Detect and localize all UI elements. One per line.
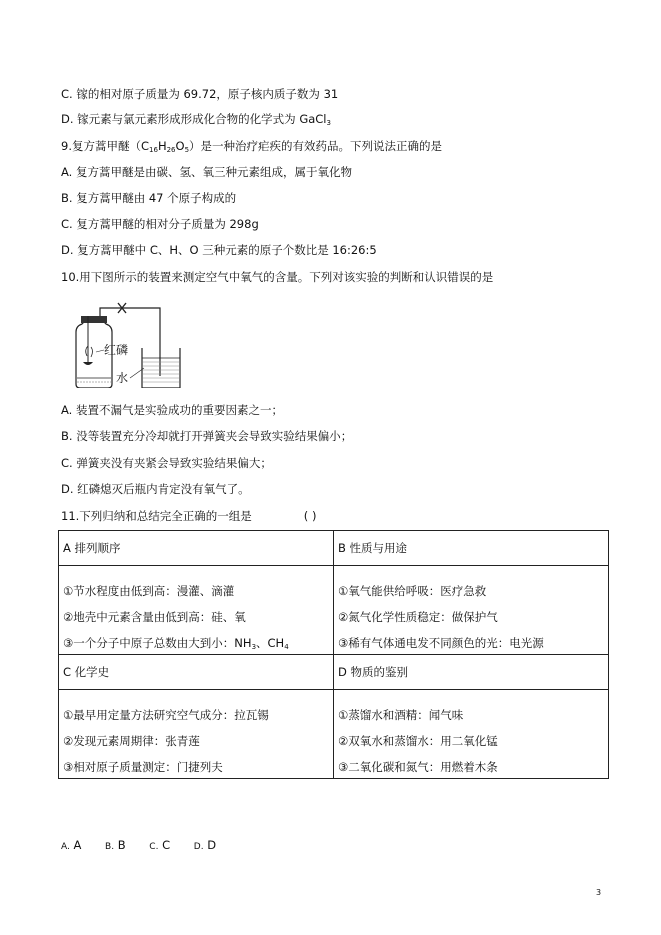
cell-b-body (334, 566, 609, 655)
q10-option-c: C. 弹簧夹没有夹紧会导致实验结果偏大； (61, 456, 272, 470)
q8-option-d-text: D. 镓元素与氯元素形成形成化合物的化学式为 GaCl (61, 112, 327, 126)
cell-a-item-3-sub2: 4 (284, 643, 289, 651)
cell-c-item-1: ①最早用定量方法研究空气成分：拉瓦锡 (63, 708, 269, 722)
cell-d-item-2: ②双氧水和蒸馏水：用二氧化锰 (338, 734, 498, 748)
cell-d-head: D 物质的鉴别 (334, 655, 609, 690)
answer-option-c-value: C (162, 838, 171, 852)
cell-a-item-1: ①节水程度由低到高：漫灌、滴灌 (63, 584, 235, 598)
cell-b-item-3: ③稀有气体通电发不同颜色的光：电光源 (338, 636, 544, 650)
q9-option-d: D. 复方蒿甲醚中 C、H、O 三种元素的原子个数比是 16:26:5 (61, 243, 377, 257)
q10-option-a: A. 装置不漏气是实验成功的重要因素之一； (61, 403, 283, 417)
q9-stem-sub2: 26 (166, 146, 176, 154)
combustion-spoon (83, 362, 93, 365)
label-red-phosphorus: 红磷 (104, 343, 129, 357)
answer-option-a-key: A. (61, 842, 70, 852)
q9-stem-part4: ）是一种治疗疟疾的有效药品。下列说法正确的是 (189, 139, 443, 153)
cell-d-body (334, 690, 609, 779)
cell-c-item-2: ②发现元素周期律：张青莲 (63, 734, 200, 748)
answer-option-a[interactable] (61, 838, 81, 852)
q9-stem-part1: 9.复方蒿甲醚（C (61, 139, 150, 153)
q9-stem (61, 138, 442, 158)
answer-option-b[interactable] (105, 838, 126, 852)
cell-a-item-3 (63, 632, 333, 654)
answer-option-c[interactable] (149, 838, 170, 852)
cell-c-head: C 化学史 (59, 655, 334, 690)
cell-a-item-3-sub: 3 (251, 643, 257, 651)
cell-a-item-3-text: ③一个分子中原子总数由大到小：NH (63, 636, 252, 650)
q9-stem-part2: H (157, 139, 167, 153)
rubber-stopper (81, 316, 107, 323)
summary-table (58, 530, 609, 779)
cell-d-item-3: ③二氧化碳和氮气：用燃着木条 (338, 760, 498, 774)
q10-option-b: B. 没等装置充分冷却就打开弹簧夹会导致实验结果偏小； (61, 429, 353, 443)
q8-option-d-subscript: 3 (326, 119, 331, 127)
q9-stem-part3: O (175, 139, 185, 153)
label-water: 水 (116, 371, 129, 385)
cell-a-item-3-tail: 、CH (256, 636, 285, 650)
phosphorus-pointer (96, 350, 104, 352)
cell-a-body (59, 566, 334, 655)
q9-stem-sub1: 16 (149, 146, 158, 154)
q11-answer-blank: ( ) (303, 509, 317, 523)
oxygen-apparatus-figure (64, 302, 182, 388)
page-number: 3 (596, 888, 602, 897)
answer-option-c-key: C. (149, 842, 159, 852)
q9-option-c: C. 复方蒿甲醚的相对分子质量为 298g (61, 217, 259, 231)
flame-icon (86, 346, 93, 357)
cell-a-head: A 排列顺序 (59, 531, 334, 566)
q11-stem (61, 508, 316, 524)
answer-option-a-value: A (73, 838, 82, 852)
cell-b-head: B 性质与用途 (334, 531, 609, 566)
answer-option-d[interactable] (194, 838, 216, 852)
q10-option-d: D. 红磷熄灭后瓶内肯定没有氧气了。 (61, 482, 250, 496)
cell-c-body (59, 690, 334, 779)
answer-option-d-value: D (207, 838, 217, 852)
q8-option-c: C. 镓的相对原子质量为 69.72，原子核内质子数为 31 (61, 87, 339, 101)
q9-option-b: B. 复方蒿甲醚由 47 个原子构成的 (61, 191, 237, 205)
answer-option-b-value: B (117, 838, 126, 852)
q10-stem: 10.用下图所示的装置来测定空气中氧气的含量。下列对该实验的判断和认识错误的是 (61, 270, 494, 284)
q9-option-a: A. 复方蒿甲醚是由碳、氢、氧三种元素组成，属于氧化物 (61, 165, 352, 179)
beaker-water-hatch (143, 362, 179, 382)
cell-a-item-2: ②地壳中元素含量由低到高：硅、氧 (63, 610, 246, 624)
q9-stem-sub3: 5 (184, 146, 190, 154)
q11-answer-options (61, 838, 236, 852)
answer-option-d-key: D. (193, 842, 204, 852)
cell-d-item-1: ①蒸馏水和酒精：闻气味 (338, 708, 464, 722)
cell-c-item-3: ③相对原子质量测定：门捷列夫 (63, 760, 223, 774)
answer-option-b-key: B. (105, 842, 115, 852)
q8-option-d (61, 111, 331, 131)
q11-stem-text: 11.下列归纳和总结完全正确的一组是 (61, 509, 252, 523)
cell-b-item-2: ②氮气化学性质稳定：做保护气 (338, 610, 498, 624)
cell-b-item-1: ①氧气能供给呼吸：医疗急救 (338, 584, 487, 598)
